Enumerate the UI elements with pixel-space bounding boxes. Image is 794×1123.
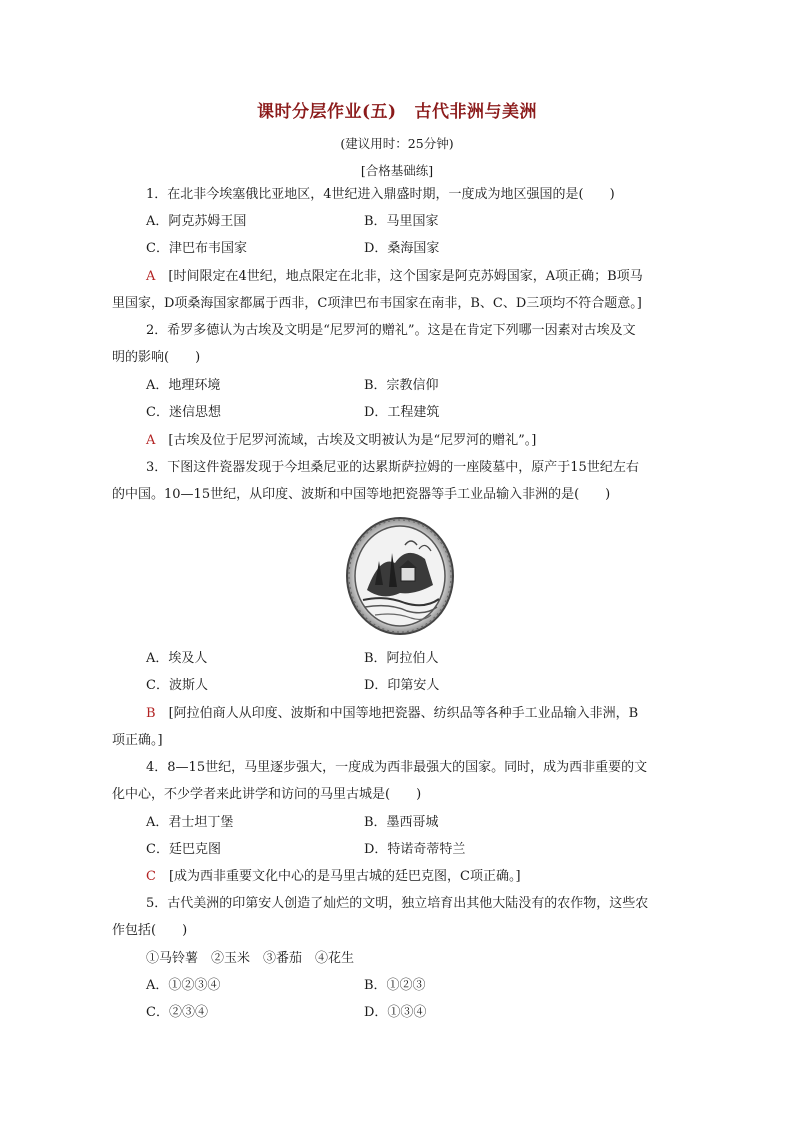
q1-explanation-line2: 里国家，D项桑海国家都属于西非，C项津巴布韦国家在南非，B、C、D三项均不符合题意。] — [112, 296, 642, 311]
q2-option-d: D．工程建筑 — [364, 405, 440, 420]
q1-explanation-text1: [时间限定在4世纪，地点限定在北非，这个国家是阿克苏姆国家，A项正确；B项马 — [168, 269, 643, 284]
q1-explanation-line1 — [146, 268, 643, 286]
q1-option-b: B．马里国家 — [364, 214, 439, 229]
q5-option-c: C．②③④ — [146, 1005, 208, 1020]
q3-explanation-line1 — [146, 705, 638, 723]
title-part2: 古代非洲与美洲 — [414, 102, 538, 122]
page-title — [0, 97, 794, 122]
title-part1: 课时分层作业(五) — [256, 102, 397, 122]
q1-answer: A — [146, 269, 156, 284]
q3-stem-line1: 3．下图这件瓷器发现于今坦桑尼亚的达累斯萨拉姆的一座陵墓中，原产于15世纪左右 — [146, 460, 639, 475]
q1-option-a: A．阿克苏姆王国 — [146, 214, 247, 229]
q3-explanation-text1: [阿拉伯商人从印度、波斯和中国等地把瓷器、纺织品等各种手工业品输入非洲，B — [168, 706, 639, 721]
q3-option-d: D．印第安人 — [364, 678, 440, 693]
q4-explanation-text1: [成为西非重要文化中心的是马里古城的廷巴克图，C项正确。] — [168, 869, 521, 884]
q4-explanation-line1 — [146, 868, 521, 886]
porcelain-plate-image — [345, 515, 455, 637]
q5-stem-line1: 5．古代美洲的印第安人创造了灿烂的文明，独立培育出其他大陆没有的农作物，这些农 — [146, 896, 649, 911]
q5-items: ①马铃薯 ②玉米 ③番茄 ④花生 — [146, 951, 355, 966]
q5-option-d: D．①③④ — [364, 1005, 427, 1020]
time-hint: (建议用时：25分钟) — [340, 136, 454, 151]
q4-stem-line2: 化中心，不少学者来此讲学和访问的马里古城是( ) — [112, 787, 422, 802]
q3-explanation-line2: 项正确。] — [112, 733, 163, 748]
q4-option-a: A．君士坦丁堡 — [146, 815, 234, 830]
q5-option-a: A．①②③④ — [146, 978, 221, 993]
q4-stem-line1: 4．8—15世纪，马里逐步强大，一度成为西非最强大的国家。同时，成为西非重要的文 — [146, 760, 648, 775]
q3-stem-line2: 的中国。10—15世纪，从印度、波斯和中国等地把瓷器等手工业品输入非洲的是( ) — [112, 487, 611, 502]
q1-option-c: C．津巴布韦国家 — [146, 241, 247, 256]
q2-option-c: C．迷信思想 — [146, 405, 221, 420]
q1-stem: 1．在北非今埃塞俄比亚地区，4世纪进入鼎盛时期，一度成为地区强国的是( ) — [146, 187, 615, 202]
q2-stem-line2: 明的影响( ) — [112, 350, 201, 365]
q2-answer: A — [146, 433, 156, 448]
q3-option-a: A．埃及人 — [146, 651, 208, 666]
q2-explanation-text1: [古埃及位于尼罗河流域，古埃及文明被认为是“尼罗河的赠礼”。] — [168, 433, 537, 448]
q4-answer: C — [146, 869, 156, 884]
q2-option-b: B．宗教信仰 — [364, 378, 439, 393]
q2-explanation-line1 — [146, 432, 536, 450]
q2-option-a: A．地理环境 — [146, 378, 221, 393]
q3-option-b: B．阿拉伯人 — [364, 651, 439, 666]
q4-option-d: D．特诺奇蒂特兰 — [364, 842, 466, 857]
porcelain-plate-illustration — [345, 515, 455, 637]
q3-option-c: C．波斯人 — [146, 678, 208, 693]
q4-option-c: C．廷巴克图 — [146, 842, 221, 857]
section-heading: [合格基础练] — [360, 163, 434, 178]
q4-option-b: B．墨西哥城 — [364, 815, 439, 830]
q5-option-b: B．①②③ — [364, 978, 426, 993]
q2-stem-line1: 2．希罗多德认为古埃及文明是“尼罗河的赠礼”。这是在肯定下列哪一因素对古埃及文 — [146, 323, 636, 338]
q5-stem-line2: 作包括( ) — [112, 923, 188, 938]
q3-answer: B — [146, 706, 156, 721]
q1-option-d: D．桑海国家 — [364, 241, 440, 256]
